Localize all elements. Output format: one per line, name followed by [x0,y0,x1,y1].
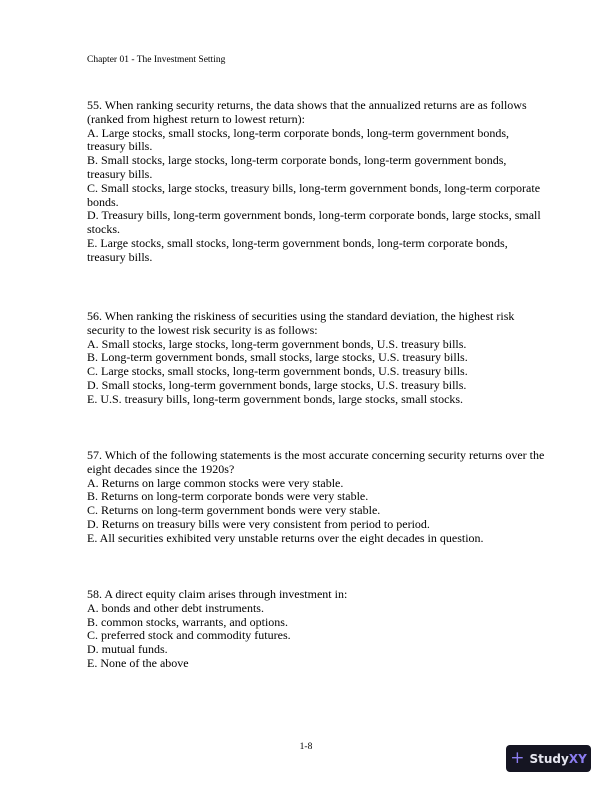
option-a: A. Returns on large common stocks were very stable. [87,475,344,490]
logo-text-xy: XY [568,751,587,766]
question-55 [87,99,545,265]
option-d: D. Treasury bills, long-term government bonds, long-term corporate bonds, large stocks, small stocks. [87,208,541,237]
question-stem: 57. Which of the following statements is the most accurate concerning security returns over the eight decades since the 1920s? [87,448,545,476]
option-e: E. Large stocks, small stocks, long-term government bonds, long-term corporate bonds, treasury bills. [87,235,508,264]
option-d: D. Small stocks, long-term government bonds, large stocks, U.S. treasury bills. [87,377,467,392]
question-56 [87,310,545,407]
option-c: C. Small stocks, large stocks, treasury bills, long-term government bonds, long-term corporate bonds. [87,180,541,209]
option-e: E. All securities exhibited very unstable returns over the eight decades in question. [87,530,484,545]
option-b: B. Long-term government bonds, small stocks, large stocks, U.S. treasury bills. [87,350,468,365]
question-stem: 55. When ranking security returns, the data shows that the annualized returns are as follows (ranked from highest return to lowest return): [87,98,527,126]
option-e: E. U.S. treasury bills, long-term government bonds, large stocks, small stocks. [87,391,464,406]
option-b: B. common stocks, warrants, and options. [87,614,288,629]
question-57 [87,449,545,546]
option-b: B. Small stocks, large stocks, long-term corporate bonds, long-term government bonds, treasury bills. [87,153,507,181]
option-c: C. Returns on long-term government bonds were very stable. [87,503,381,518]
option-d: D. Returns on treasury bills were very consistent from period to period. [87,516,430,531]
logo-text [529,752,586,766]
option-b: B. Returns on long-term corporate bonds were very stable. [87,489,369,504]
option-a: A. bonds and other debt instruments. [87,600,264,615]
question-58 [87,588,545,671]
question-stem: 58. A direct equity claim arises through investment in: [87,587,348,601]
question-stem: 56. When ranking the riskiness of securities using the standard deviation, the highest risk security to the lowest risk security is as follows: [87,309,515,337]
option-c: C. preferred stock and commodity futures. [87,628,291,643]
plus-icon: + [510,748,525,768]
option-a: A. Large stocks, small stocks, long-term corporate bonds, long-term government bonds, treasury bills. [87,125,510,154]
option-a: A. Small stocks, large stocks, long-term government bonds, U.S. treasury bills. [87,336,467,351]
studyxy-logo[interactable] [506,745,591,772]
logo-text-study: Study [529,751,569,766]
option-d: D. mutual funds. [87,642,168,657]
option-c: C. Large stocks, small stocks, long-term government bonds, U.S. treasury bills. [87,364,468,379]
page-number: 1-8 [299,742,313,752]
option-e: E. None of the above [87,655,189,670]
page-header: Chapter 01 - The Investment Setting [87,55,226,65]
